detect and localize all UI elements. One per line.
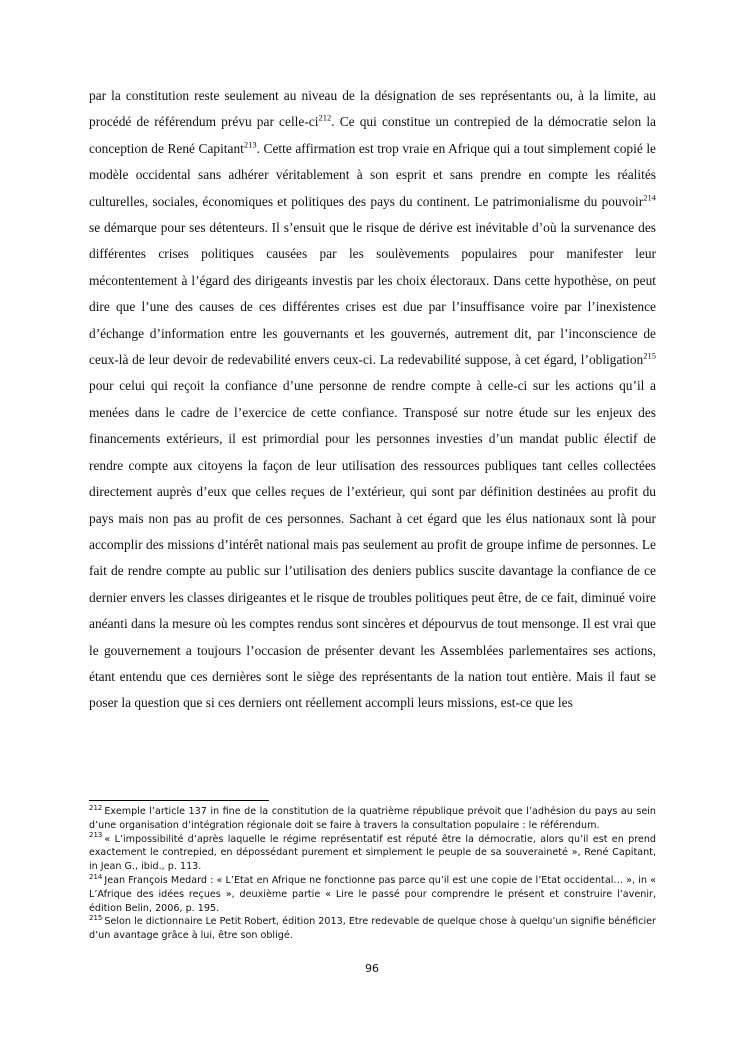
- footnotes: [89, 805, 656, 943]
- footnote-ref-214[interactable]: 214: [643, 192, 656, 203]
- footnote-number: 214: [89, 872, 103, 881]
- footnote-text: Selon le dictionnaire Le Petit Robert, édition 2013, Etre redevable de quelque chose à quelqu’un signifie bénéficier d’un avantage grâce à lui, être son obligé.: [89, 916, 656, 942]
- footnote-separator: [89, 800, 269, 801]
- footnote-212: [89, 805, 656, 833]
- page-number: 96: [365, 962, 379, 975]
- footnote-213: [89, 833, 656, 874]
- footnote-number: 212: [89, 803, 103, 812]
- footnote-number: 215: [89, 914, 103, 923]
- footnote-text: Jean François Medard : « L’Etat en Afrique ne fonctionne pas parce qu’il est une copie de l’Etat occidental… », in « L’Afrique des idées reçues », deuxième partie « Lire le passé pour comprendre le présent et construire l’avenir, édition Belin, 2006, p. 195.: [89, 874, 656, 914]
- body-text-segment: . Ce qui constitue un contrepied de la démocratie selon la conception de René Capitant: [89, 114, 656, 156]
- body-paragraph: [89, 83, 656, 717]
- footnote-214: [89, 874, 656, 915]
- footnote-215: [89, 915, 656, 943]
- body-text-segment: se démarque pour ses détenteurs. Il s’ensuit que le risque de dérive est inévitable d’où la survenance des différentes crises politiques causées par les soulèvements populaires pour manifester leur mécontentement à l’égard des dirigeants investis par les choix électoraux. Dans cette hypothèse, on peut dire que l’une des causes de ces différentes crises est due par l’insuffisance voire par l’inexistence d’échange d’information entre les gouvernants et les gouvernés, autrement dit, par l’inconscience de ceux-là de leur devoir de redevabilité envers ceux-ci. La redevabilité suppose, à cet égard, l’obligation: [89, 220, 656, 368]
- footnote-ref-213[interactable]: 213: [243, 139, 257, 150]
- body-text-segment: par la constitution reste seulement au niveau de la désignation de ses représentants ou, à la limite, au procédé de référendum prévu par celle-ci: [89, 88, 656, 130]
- body-text-segment: pour celui qui reçoit la confiance d’une personne de rendre compte à celle-ci sur les actions qu’il a menées dans le cadre de l’exercice de cette confiance. Transposé sur notre étude sur les enjeux des financements extérieurs, il est primordial pour les personnes investies d’un mandat public électif de rendre compte aux citoyens la façon de leur utilisation des ressources publiques tant celles collectées directement auprès d’eux que celles reçues de l’extérieur, qui sont par définition destinées au profit du pays mais non pas au profit de ces personnes. Sachant à cet égard que les élus nationaux sont là pour accomplir des missions d’intérêt national mais pas seulement au profit de groupe infime de personnes. Le fait de rendre compte au public sur l’utilisation des deniers publics suscite davantage la confiance de ce dernier envers les classes dirigeantes et le risque de troubles politiques peut être, de ce fait, diminué voire anéanti dans la mesure où les comptes rendus sont sincères et dépourvus de tout mensonge. Il est vrai que le gouvernement a toujours l’occasion de présenter devant les Assemblées parlementaires ses actions, étant entendu que ces dernières sont le siège des représentants de la nation tout entière. Mais il faut se poser la question que si ces derniers ont réellement accompli leurs missions, est-ce que les: [89, 378, 656, 711]
- footnote-number: 213: [89, 831, 103, 840]
- footnote-ref-215[interactable]: 215: [643, 350, 656, 361]
- footnote-ref-212[interactable]: 212: [318, 112, 332, 123]
- footnote-text: « L’impossibilité d’après laquelle le régime représentatif est réputé être la démocratie, alors qu’il est en prend exactement le contrepied, en dépossédant purement et simplement le peuple de sa souveraineté », René Capitant, in Jean G., ibid., p. 113.: [89, 833, 656, 873]
- footnote-text: Exemple l’article 137 in fine de la constitution de la quatrième république prévoit que l’adhésion du pays au sein d’une organisation d’intégration régionale doit se faire à travers la consultation populaire : le référendum.: [89, 806, 656, 831]
- body-text-segment: . Cette affirmation est trop vraie en Afrique qui a tout simplement copié le modèle occidental sans adhérer véritablement à son esprit et sans prendre en compte les réalités culturelles, sociales, économiques et politiques des pays du continent. Le patrimonialisme du pouvoir: [89, 140, 656, 209]
